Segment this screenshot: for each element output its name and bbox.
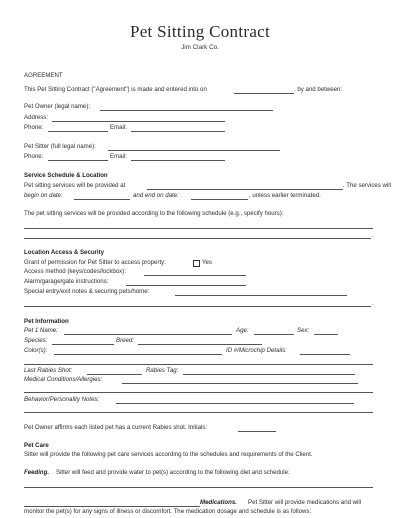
feeding-line-2[interactable] bbox=[24, 506, 200, 507]
sitter-name-label: Pet Sitter (full legal name): bbox=[24, 143, 96, 150]
pet-age-field[interactable] bbox=[254, 334, 294, 335]
grant-yes-label: Yes bbox=[202, 259, 212, 266]
species-label: Species: bbox=[24, 337, 48, 344]
grant-permission-label: Grant of permission for Pet Sitter to access property: bbox=[24, 259, 166, 266]
rabies-tag-field[interactable] bbox=[183, 374, 355, 375]
medical-label: Medical Conditions/Allergies: bbox=[24, 376, 103, 383]
owner-phone-field[interactable] bbox=[48, 131, 108, 132]
initials-field[interactable] bbox=[238, 431, 276, 432]
colors-label: Color(s): bbox=[24, 347, 48, 354]
grant-permission-checkbox[interactable] bbox=[193, 260, 200, 267]
access-method-field[interactable] bbox=[144, 275, 246, 276]
feeding-label: Feeding. bbox=[24, 469, 50, 476]
begin-on-label: begin on date: bbox=[24, 192, 63, 199]
medications-text: Pet Sitter will provide medications and will bbox=[248, 499, 362, 506]
alarm-field[interactable] bbox=[126, 285, 246, 286]
last-rabies-field[interactable] bbox=[87, 374, 142, 375]
behavior-field[interactable] bbox=[116, 403, 354, 404]
pet-name-field[interactable] bbox=[64, 334, 232, 335]
behavior-label: Behavior/Personality Notes: bbox=[24, 396, 100, 403]
page-title: Pet Sitting Contract bbox=[129, 22, 271, 41]
id-microchip-field[interactable] bbox=[300, 354, 350, 355]
sitter-email-field[interactable] bbox=[131, 160, 225, 161]
pet-info-line[interactable] bbox=[24, 364, 373, 365]
medications-label: Medications. bbox=[200, 499, 237, 506]
schedule-heading: Service Schedule & Location bbox=[24, 172, 108, 179]
schedule-line-2[interactable] bbox=[24, 238, 371, 239]
agreement-intro: This Pet Sitting Contract ("Agreement") is made and entered into on bbox=[24, 86, 207, 93]
sitter-email-label: Email: bbox=[110, 153, 127, 160]
breed-label: Breed: bbox=[116, 337, 134, 344]
owner-phone-label: Phone: bbox=[24, 124, 44, 131]
breed-field[interactable] bbox=[138, 344, 262, 345]
species-field[interactable] bbox=[52, 344, 114, 345]
pet-care-intro: Sitter will provide the following pet care services according to the schedules and requirements of the Client. bbox=[24, 451, 313, 458]
schedule-period: . bbox=[372, 232, 374, 239]
last-rabies-label: Last Rabies Shot: bbox=[24, 367, 73, 374]
sitter-name-field[interactable] bbox=[108, 150, 280, 151]
pet-age-label: Age: bbox=[236, 327, 249, 334]
schedule-following: The pet sitting services will be provided according to the following schedule (e.g., specify hours): bbox=[24, 210, 284, 217]
schedule-services-will: . The services will bbox=[343, 182, 391, 189]
owner-name-field[interactable] bbox=[100, 110, 273, 111]
access-method-label: Access method (keys/codes/lockbox): bbox=[24, 268, 126, 275]
feeding-line-1[interactable] bbox=[24, 487, 373, 488]
agreement-heading: AGREEMENT bbox=[24, 72, 63, 79]
page-subtitle: Jim Clark Co. bbox=[181, 44, 219, 51]
begin-date-field[interactable] bbox=[74, 199, 130, 200]
pet-sex-label: Sex: bbox=[297, 327, 310, 334]
owner-email-label: Email: bbox=[110, 124, 127, 131]
rabies-tag-label: Rabies Tag: bbox=[146, 367, 179, 374]
medical-line-2[interactable] bbox=[24, 392, 373, 393]
medical-field[interactable] bbox=[122, 383, 358, 384]
agreement-intro-end: , by and between: bbox=[294, 86, 343, 93]
access-heading: Location Access & Security bbox=[24, 249, 105, 256]
pet-name-label: Pet 1 Name: bbox=[24, 327, 58, 334]
service-location-field[interactable] bbox=[147, 189, 343, 190]
agreement-date-field[interactable] bbox=[234, 93, 294, 94]
feeding-text: Sitter will feed and provide water to pet(s) according to the following diet and schedule: bbox=[56, 469, 290, 476]
sitter-phone-label: Phone: bbox=[24, 153, 44, 160]
schedule-line-1[interactable] bbox=[24, 228, 373, 229]
monitor-text: monitor the pet(s) for any signs of illness or discomfort. The medication dosage and schedule is as follows: bbox=[24, 508, 312, 515]
alarm-label: Alarm/garage/gate instructions: bbox=[24, 278, 109, 285]
owner-name-label: Pet Owner (legal name): bbox=[24, 103, 91, 110]
special-entry-label: Special entry/exit notes & securing pets/home: bbox=[24, 288, 150, 295]
unless-terminated: , unless earlier terminated. bbox=[249, 192, 321, 199]
end-date-field[interactable] bbox=[191, 199, 248, 200]
id-microchip-label: ID #/Microchip Details: bbox=[226, 347, 287, 354]
pet-care-heading: Pet Care bbox=[24, 442, 49, 449]
special-entry-line-2[interactable] bbox=[24, 306, 371, 307]
owner-address-field[interactable] bbox=[52, 121, 225, 122]
pet-info-heading: Pet Information bbox=[24, 318, 69, 325]
end-on-label: and end on date: bbox=[133, 192, 179, 199]
rabies-affirm-text: Pet Owner affirms each listed pet has a current Rabies shot. Initials: bbox=[24, 424, 208, 431]
sitter-phone-field[interactable] bbox=[48, 160, 108, 161]
access-period: . bbox=[372, 300, 374, 307]
behavior-line-2[interactable] bbox=[24, 412, 373, 413]
schedule-provided-at: Pet sitting services will be provided at bbox=[24, 182, 126, 189]
pet-sex-field[interactable] bbox=[314, 334, 338, 335]
owner-email-field[interactable] bbox=[131, 131, 225, 132]
special-entry-field[interactable] bbox=[175, 295, 347, 296]
owner-address-label: Address: bbox=[24, 114, 49, 121]
colors-field[interactable] bbox=[54, 354, 222, 355]
